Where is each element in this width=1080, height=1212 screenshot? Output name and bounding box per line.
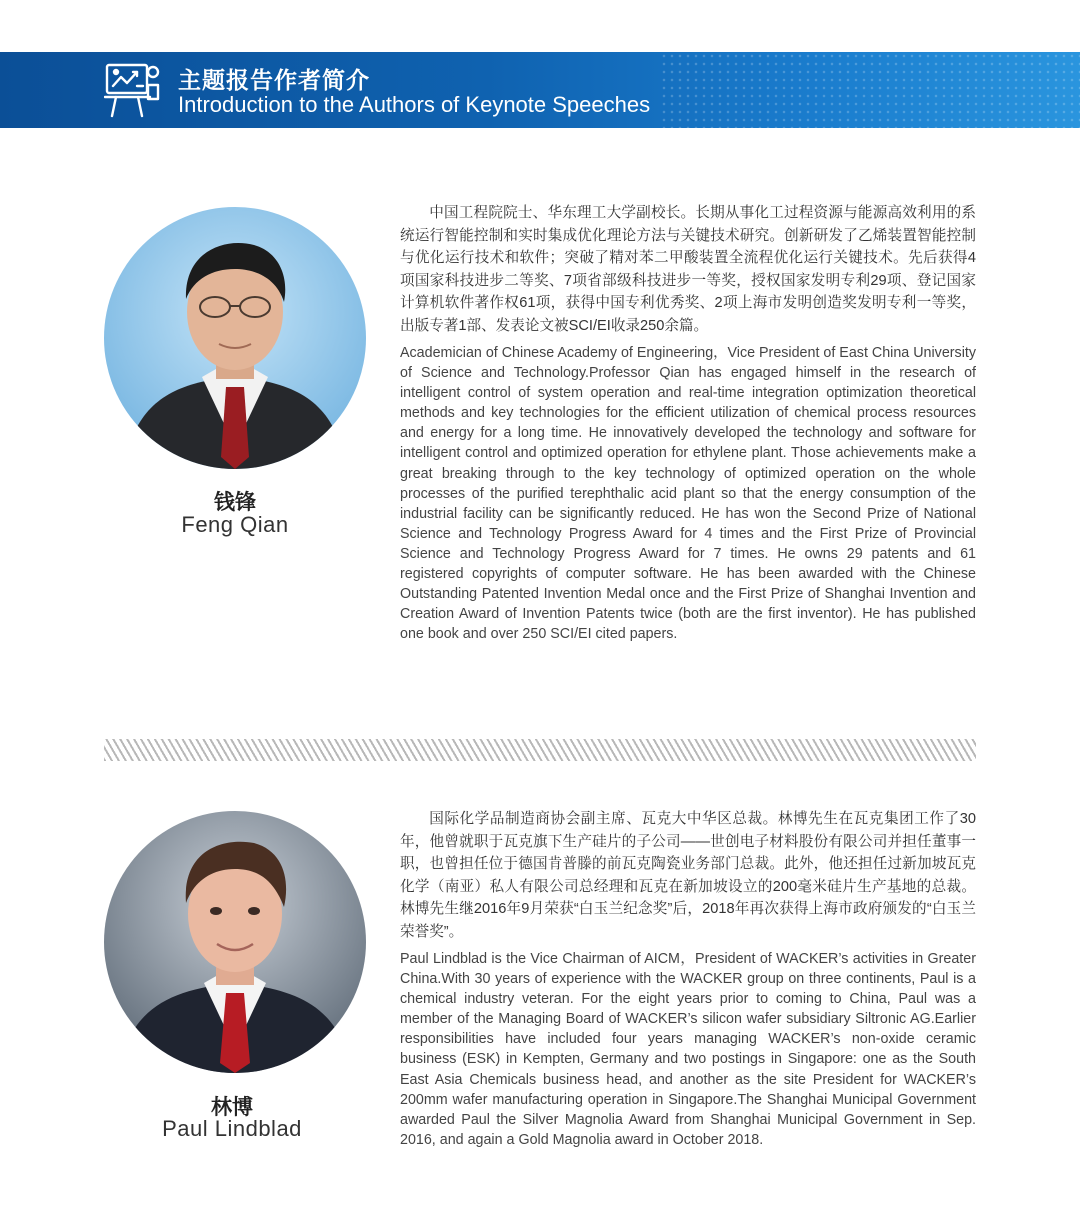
banner-dot-pattern xyxy=(660,52,1080,128)
header-banner xyxy=(0,52,1080,128)
author-photo-feng-qian xyxy=(104,207,366,469)
presentation-board-icon xyxy=(104,60,162,120)
author-name-en: Paul Lindblad xyxy=(162,1116,302,1141)
author-bio-en: Paul Lindblad is the Vice Chairman of AICM，President of WACKER’s activities in Greater China.With 30 years of experience with the WACKER group on three continents, Paul is a chemical industry veteran. For the eight years prior to coming to China, Paul was a member of the Managing Board of WACKER’s silicon wafer subsidiary Siltronic AG.Earlier responsibilities have included four years managing WACKER’s non-oxide ceramic business (ESK) in Kempten, Germany and two postings in Singapore: one as the South East Asia Chemicals business head, and another as the site President for WACKER’s 200mm wafer manufacturing operation in Singapore.The Shanghai Municipal Government awarded Paul the Silver Magnolia Award from Shanghai Municipal Government in Sep. 2016, and again a Gold Magnolia award in October 2018. xyxy=(400,951,976,1148)
header-title-en: Introduction to the Authors of Keynote Speeches xyxy=(178,92,651,117)
author-bio-cn: 国际化学品制造商协会副主席、瓦克大中华区总裁。林博先生在瓦克集团工作了30年，他曾就职于瓦克旗下生产硅片的子公司——世创电子材料股份有限公司并担任董事一职，也曾担任位于德国肯普滕的前瓦克陶瓷业务部门总裁。此外，他还担任过新加坡瓦克化学（南亚）私人有限公司总经理和瓦克在新加坡设立的200毫米硅片生产基地的总裁。林博先生继2016年9月荣获“白玉兰纪念奖”后，2018年再次获得上海市政府颁发的“白玉兰荣誉奖”。 xyxy=(400,811,976,940)
author-bio-en: Academician of Chinese Academy of Engineering，Vice President of East China University of Science and Technology.Professor Qian has engaged himself in the research of intelligent control of system operation and real-time integration optimization theoretical methods and key technologies for the efficient utilization of chemical process resources and energy for a long time. He innovatively developed the technology and software for intelligent control and optimized operation for ethylene plant. Those achievements make a great breaking through to the key technology of optimized operation on the whole processes of the purified terephthalic acid plant so that the energy consumption of the industrial facility can be significantly reduced. He has won the Second Prize of National Science and Technology Progress Award for 4 times and the First Prize of Provincial Science and Technology Progress Award for 7 times. He owns 29 patents and 61 registered copyrights of computer software. He has been awarded with the Chinese Outstanding Patented Invention Medal once and the First Prize of Shanghai Invention and Creation Award of Invention Patents twice (both are the first inventor). He has published one book and over 250 SCI/EI cited papers. xyxy=(400,345,976,643)
section-divider xyxy=(104,739,976,761)
author-name-cn: 林博 xyxy=(211,1096,253,1119)
author-name-cn: 钱锋 xyxy=(214,491,256,514)
header-title-cn: 主题报告作者简介 xyxy=(178,67,370,93)
author-bio xyxy=(400,202,976,644)
author-name-en: Feng Qian xyxy=(181,512,289,537)
author-photo-paul-lindblad xyxy=(104,811,366,1073)
author-bio-cn: 中国工程院院士、华东理工大学副校长。长期从事化工过程资源与能源高效利用的系统运行智能控制和实时集成优化理论方法与关键技术研究。创新研发了乙烯装置智能控制与优化运行技术和软件；突破了精对苯二甲酸装置全流程优化运行关键技术。先后获得4项国家科技进步二等奖、7项省部级科技进步一等奖，授权国家发明专利29项、登记国家计算机软件著作权61项，获得中国专利优秀奖、2项上海市发明创造奖发明专利一等奖，出版专著1部、发表论文被SCI/EI收录250余篇。 xyxy=(400,205,976,334)
author-bio xyxy=(400,808,976,1150)
